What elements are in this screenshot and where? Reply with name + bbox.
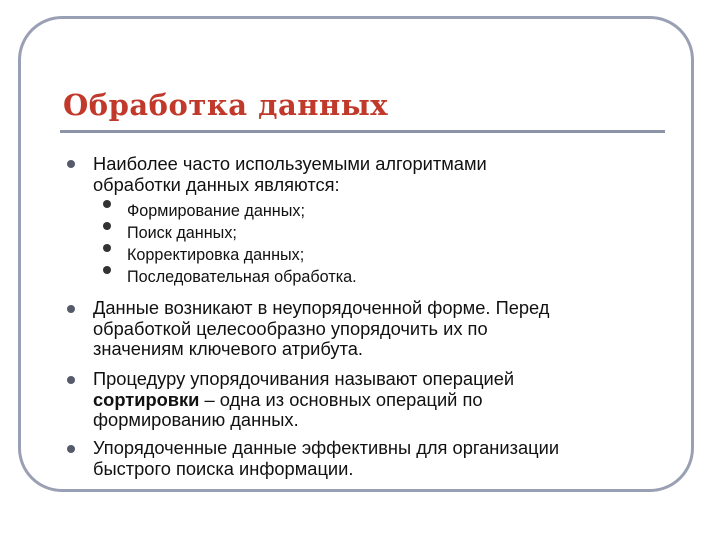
bullet-3-line-2-rest: – одна из основных операций по (199, 388, 483, 410)
bullet-text-2 (93, 298, 549, 360)
bullet-2-line-3: значениям ключевого атрибута. (93, 338, 363, 360)
sub-bullet-3 (103, 244, 111, 252)
bullet-2-line-2: обработкой целесообразно упорядочить их по (93, 317, 488, 339)
title-divider (60, 130, 665, 133)
sub-bullet-2 (103, 222, 111, 230)
bullet-2 (67, 305, 75, 313)
bullet-3-line-1: Процедуру упорядочивания называют операцией (93, 368, 515, 389)
bullet-3 (67, 376, 75, 384)
bullet-1 (67, 160, 75, 168)
sub-item-3: Корректировка данных; (127, 246, 305, 264)
bullet-1-line-2: обработки данных являются: (93, 173, 340, 195)
bullet-text-4 (93, 438, 559, 479)
bullet-3-line-3: формированию данных. (93, 409, 299, 431)
slide-title: Обработка данных (63, 88, 389, 122)
bullet-text-1 (93, 154, 487, 195)
bullet-3-keyword: сортировки (93, 388, 200, 410)
bullet-text-3 (93, 369, 514, 431)
sub-bullet-1 (103, 200, 111, 208)
bullet-4-line-1: Упорядоченные данные эффективны для организации (93, 437, 560, 458)
sub-item-4: Последовательная обработка. (127, 268, 357, 286)
sub-item-2: Поиск данных; (127, 224, 237, 242)
sub-item-1: Формирование данных; (127, 202, 305, 220)
bullet-2-line-1: Данные возникают в неупорядоченной форме. Перед (93, 297, 550, 318)
bullet-4 (67, 445, 75, 453)
bullet-4-line-2: быстрого поиска информации. (93, 457, 354, 479)
bullet-1-line-1: Наиболее часто используемыми алгоритмами (93, 153, 487, 174)
sub-bullet-4 (103, 266, 111, 274)
